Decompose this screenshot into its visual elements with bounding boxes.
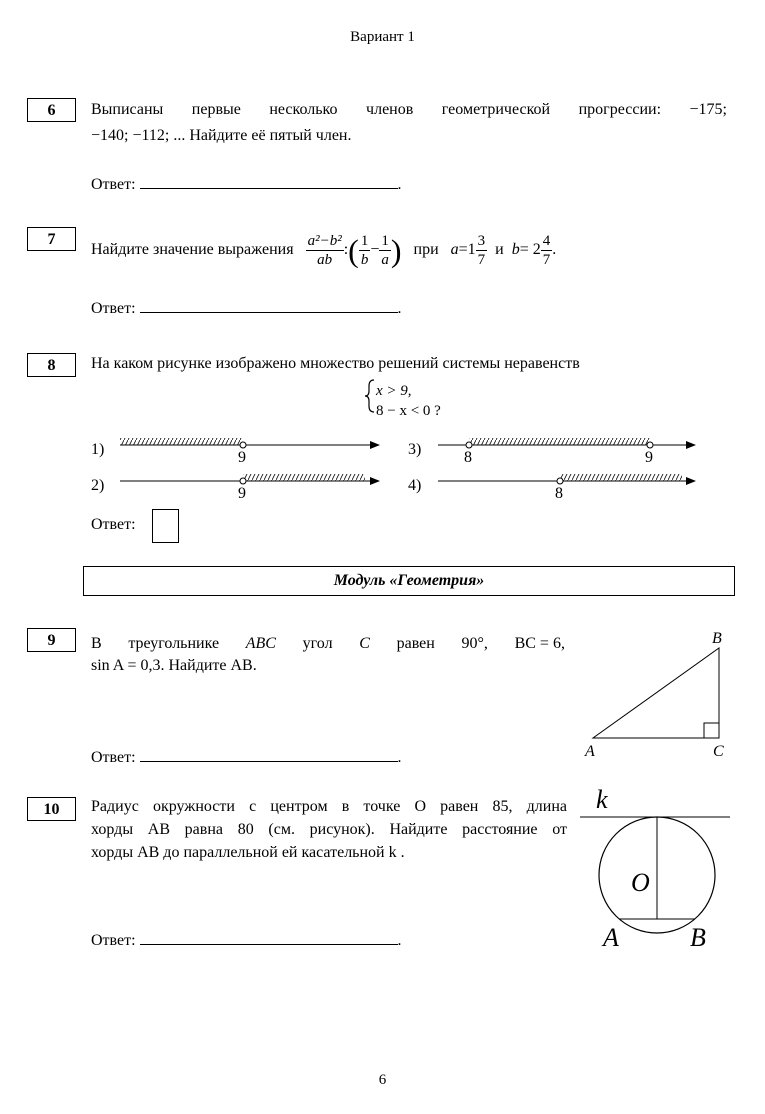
right-angle-mark (704, 723, 719, 738)
colon-sign: : (343, 241, 349, 258)
answer-blank[interactable] (140, 176, 398, 189)
point-b-label: B (690, 923, 706, 952)
question-7-prompt: Найдите значение выражения (91, 241, 294, 258)
answer-label: Ответ: (91, 300, 136, 317)
arrow-icon (686, 477, 696, 485)
word-pri: при (413, 241, 439, 258)
answer-blank[interactable] (140, 932, 398, 945)
question-6-line2: −140; −112; ... Найдите её пятый член. (91, 127, 352, 144)
system-brace (365, 380, 374, 412)
page-number: 6 (378, 1072, 387, 1088)
vertex-a-label: A (585, 743, 595, 760)
answer-box-8[interactable] (152, 509, 179, 543)
fraction-1-over-b: $\frac{1}{b}$ (360, 232, 369, 268)
b-value-fraction: $\frac{4}{7}$ (542, 232, 551, 268)
tick-label: 8 (464, 449, 472, 466)
option-1[interactable] (91, 438, 380, 466)
option-3[interactable] (408, 438, 696, 466)
circle-figure (575, 785, 735, 955)
answer-dot: . (397, 932, 402, 949)
question-7-text: Найдите значение выражения $\frac{\text{a²−b²}}{ab}$ :( $\frac{1}{b}$ − $\frac{1}{a}$ ) при a=1 $\frac{3}{7}$ и b= 2 $\frac{4}{7}$ . (91, 232, 557, 269)
arrow-icon (370, 477, 380, 485)
option-4-label: 4) (408, 477, 422, 494)
option-1-label: 1) (91, 441, 105, 458)
question-9-line2: sin A = 0,3. Найдите AB. (91, 657, 257, 674)
answer-label: Ответ: (91, 932, 136, 949)
answer-line-10 (91, 932, 402, 950)
center-o-label: O (631, 868, 650, 897)
option-2[interactable] (91, 474, 380, 502)
arrow-icon (686, 441, 696, 449)
open-point (240, 478, 246, 484)
hatch-right-of-8 (560, 474, 682, 481)
answer-label-8: Ответ: (91, 516, 136, 533)
tangent-k-label: k (596, 785, 608, 814)
fraction-1-over-a: $\frac{1}{a}$ (381, 232, 389, 268)
question-10-line3: хорды AB до параллельной ей касательной k . (91, 844, 405, 861)
system-line-2: 8 − x < 0 ? (376, 403, 441, 419)
open-point (466, 442, 472, 448)
system-line-1: x > 9, (376, 383, 412, 399)
vertex-c-label: C (713, 743, 724, 760)
module-geometry-banner: Модуль «Геометрия» (83, 566, 735, 596)
vertex-b-label: B (712, 630, 722, 647)
variable-a: a (450, 241, 459, 258)
number-lines (80, 432, 720, 507)
question-number-7: 7 (27, 227, 76, 251)
answer-line-6 (91, 176, 402, 194)
hatch-right-of-9 (243, 474, 365, 481)
option-4[interactable] (408, 474, 696, 502)
arrow-icon (370, 441, 380, 449)
page-header: Вариант 1 (350, 29, 415, 45)
triangle-figure (580, 626, 730, 762)
tick-label: 9 (645, 449, 653, 466)
question-10-line2: хорды AB равна 80 (см. рисунок). Найдите расстояние от (91, 821, 567, 838)
question-8-text: На каком рисунке изображено множество решений системы неравенств (91, 355, 580, 372)
point-a-label: A (603, 923, 619, 952)
question-number-8: 8 (27, 353, 76, 377)
hatch-between-8-9 (469, 438, 650, 445)
answer-label: Ответ: (91, 176, 136, 193)
question-number-9: 9 (27, 628, 76, 652)
question-number-10: 10 (27, 797, 76, 821)
question-9-line1: В треугольнике ABC угол C равен 90°, BC = 6, (91, 635, 565, 652)
question-10-line1: Радиус окружности с центром в точке O равен 85, длина (91, 798, 567, 815)
answer-line-9 (91, 749, 402, 767)
answer-blank[interactable] (140, 300, 398, 313)
a-value-fraction: $\frac{3}{7}$ (477, 232, 486, 268)
answer-dot: . (397, 749, 402, 766)
tick-label: 8 (555, 485, 563, 502)
answer-dot: . (397, 176, 402, 193)
variable-b: b (511, 241, 520, 258)
inequality-system (360, 374, 480, 424)
minus-sign: − (370, 241, 380, 258)
answer-dot: . (397, 300, 402, 317)
open-point (647, 442, 653, 448)
option-3-label: 3) (408, 441, 422, 458)
question-6-line1: Выписаны первые несколько членов геометрической прогрессии: −175; (91, 101, 727, 118)
tick-label: 9 (238, 485, 246, 502)
open-point (557, 478, 563, 484)
answer-line-7 (91, 300, 402, 318)
answer-label: Ответ: (91, 749, 136, 766)
answer-blank[interactable] (140, 749, 398, 762)
fraction-denominator: ab (317, 251, 333, 268)
fraction-numerator: a²−b² (307, 232, 342, 249)
question-number-6: 6 (27, 98, 76, 122)
tick-label: 9 (238, 449, 246, 466)
triangle-abc (593, 648, 719, 738)
expression-fraction (306, 232, 344, 269)
hatch-left-of-9 (120, 438, 243, 445)
open-point (240, 442, 246, 448)
option-2-label: 2) (91, 477, 105, 494)
